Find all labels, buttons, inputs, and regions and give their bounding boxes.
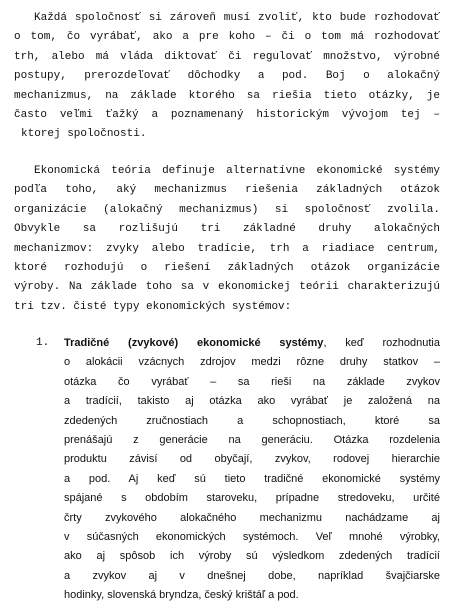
list-item-line: v súčasných ekonomických systémoch. Veľ mnohé výrobky, — [64, 531, 440, 544]
paragraph-line: postupy, prerozdeľovať dôchodky a pod. Boj o alokačný — [14, 70, 440, 83]
paragraph-line: o tom, čo vyrábať, ako a pre koho – či o tom má rozhodovať — [14, 31, 440, 44]
list-item-line: a zvykov aj v dnešnej dobe, napríklad švajčiarske — [64, 569, 440, 582]
list-item-bold-lead: Tradičné (zvykové) ekonomické systémy — [64, 337, 324, 349]
list-item-line: ako aj spôsob ich výroby sú výsledkom zdedených tradícií — [64, 550, 440, 563]
paragraph-allocation-choice — [14, 9, 440, 145]
list-item-first-line-rest: , keď rozhodnutia — [323, 337, 440, 349]
list-item-line: hodinky, slovenská bryndza, český krištáľ a pod. — [64, 589, 299, 602]
list-item-line: o alokácii vzácnych zdrojov medzi rôzne druhy statkov – — [64, 356, 440, 369]
list-item-line: prenášajú z generácie na generáciu. Otázka rozdelenia — [64, 434, 440, 447]
paragraph-line: často veľmi ťažký a poznamenaný historickým vývojom tej – — [14, 109, 440, 122]
paragraph-line: podľa toho, aký mechanizmus riešenia základných otázok — [14, 184, 440, 197]
list-item-line: zdedených zručnostiach a schopnostiach, ktoré sa — [64, 414, 440, 427]
paragraph-economic-systems — [14, 162, 440, 317]
paragraph-line: mechanizmov: zvyky alebo tradície, trh a riadiace centrum, — [14, 242, 440, 255]
paragraph-line: organizácie (alokačný mechanizmus) si spoločnosť zvolila. — [14, 203, 440, 216]
list-item-line: spájané s obdobím staroveku, prípadne stredoveku, určité — [64, 492, 440, 505]
list-item-number: 1. — [36, 337, 50, 349]
paragraph-line: ktoré rozhodujú o riešení základných otázok organizácie — [14, 262, 440, 275]
paragraph-line: ktorej spoločnosti. — [21, 128, 147, 141]
paragraph-line: tri tzv. čisté typy ekonomických systémov: — [14, 300, 292, 313]
paragraph-line: Každá spoločnosť si zároveň musí zvoliť, kto bude rozhodovať — [34, 12, 440, 24]
list-item-line: črty zvykového alokačného mechanizmu nachádzame aj — [64, 511, 440, 524]
list-item-line: produktu závisí od obyčají, zvykov, rodovej hierarchie — [64, 453, 440, 466]
paragraph-line: mechanizmus, na základe ktorého sa riešia tieto otázky, je — [14, 89, 440, 102]
list-item-first-line — [64, 334, 440, 353]
paragraph-line: trh, alebo má vláda diktovať či regulovať množstvo, výrobné — [14, 50, 440, 63]
list-item-line: a tradícií, takisto aj otázka ako vyrábať je založená na — [64, 395, 440, 408]
paragraph-line: Obvykle sa rozlišujú tri základné druhy alokačných — [14, 223, 440, 236]
paragraph-line: výroby. Na základe toho sa v ekonomickej teórii charakterizujú — [14, 281, 440, 294]
paragraph-line: Ekonomická teória definuje alternatívne ekonomické systémy — [34, 165, 440, 177]
list-item-line: otázka čo vyrábať – sa rieši na základe zvykov — [64, 375, 440, 388]
list-item-body — [64, 334, 440, 606]
list-item-line: a pod. Aj keď sú tieto tradičné ekonomické systémy — [64, 472, 440, 485]
